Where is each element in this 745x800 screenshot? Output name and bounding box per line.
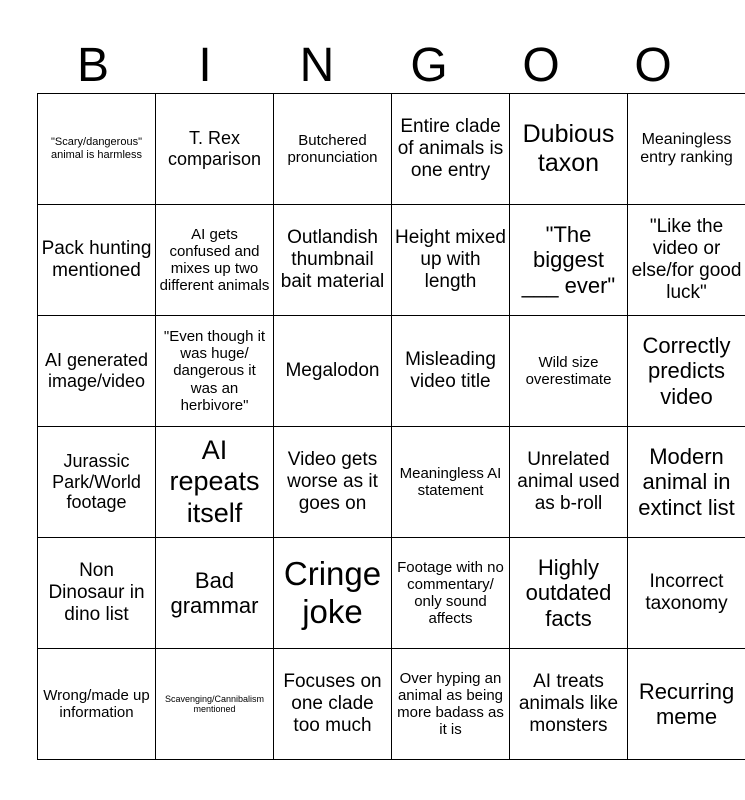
- bingo-cell[interactable]: Cringe joke: [274, 538, 392, 649]
- bingo-cell[interactable]: Scavenging/Cannibalism mentioned: [156, 649, 274, 760]
- bingo-board: [37, 93, 745, 760]
- bingo-cell[interactable]: Butchered pronunciation: [274, 94, 392, 205]
- header-letter-b: B: [76, 39, 109, 92]
- bingo-cell[interactable]: Video gets worse as it goes on: [274, 427, 392, 538]
- board-row: [38, 316, 745, 427]
- header-letter-n: N: [299, 39, 335, 92]
- bingo-cell[interactable]: Entire clade of animals is one entry: [392, 94, 510, 205]
- bingo-cell[interactable]: T. Rex comparison: [156, 94, 274, 205]
- bingo-cell[interactable]: Wild size overestimate: [510, 316, 628, 427]
- header-letter-g: G: [410, 39, 448, 92]
- bingo-cell[interactable]: Megalodon: [274, 316, 392, 427]
- bingo-cell[interactable]: AI generated image/video: [38, 316, 156, 427]
- board-row: [38, 205, 745, 316]
- bingo-cell[interactable]: Modern animal in extinct list: [628, 427, 745, 538]
- bingo-cell[interactable]: Highly outdated facts: [510, 538, 628, 649]
- bingo-cell[interactable]: Correctly predicts video: [628, 316, 745, 427]
- board-row: [38, 427, 745, 538]
- bingo-cell[interactable]: Footage with no commentary/ only sound affects: [392, 538, 510, 649]
- board-row: [38, 538, 745, 649]
- bingo-cell[interactable]: "The biggest ___ ever": [510, 205, 628, 316]
- bingo-cell[interactable]: Focuses on one clade too much: [274, 649, 392, 760]
- bingo-cell[interactable]: Meaningless AI statement: [392, 427, 510, 538]
- bingo-cell[interactable]: Meaningless entry ranking: [628, 94, 745, 205]
- header-letter-o: O: [522, 39, 560, 92]
- bingo-cell[interactable]: Pack hunting mentioned: [38, 205, 156, 316]
- board-row: [38, 94, 745, 205]
- bingo-cell[interactable]: "Even though it was huge/ dangerous it was an herbivore": [156, 316, 274, 427]
- bingo-cell[interactable]: Wrong/made up information: [38, 649, 156, 760]
- bingo-cell[interactable]: Dubious taxon: [510, 94, 628, 205]
- bingo-cell[interactable]: Incorrect taxonomy: [628, 538, 745, 649]
- bingo-cell[interactable]: Height mixed up with length: [392, 205, 510, 316]
- header-letter-i: I: [198, 39, 212, 92]
- bingo-cell[interactable]: Recurring meme: [628, 649, 745, 760]
- header-letter-o-2: O: [634, 39, 672, 92]
- board-row: [38, 649, 745, 760]
- bingo-cell[interactable]: AI repeats itself: [156, 427, 274, 538]
- bingo-cell[interactable]: Jurassic Park/World footage: [38, 427, 156, 538]
- bingo-cell[interactable]: AI treats animals like monsters: [510, 649, 628, 760]
- bingo-cell[interactable]: Outlandish thumbnail bait material: [274, 205, 392, 316]
- bingo-cell[interactable]: AI gets confused and mixes up two different animals: [156, 205, 274, 316]
- bingo-cell[interactable]: Unrelated animal used as b-roll: [510, 427, 628, 538]
- bingo-header: [37, 38, 709, 94]
- bingo-cell[interactable]: Misleading video title: [392, 316, 510, 427]
- bingo-cell[interactable]: Over hyping an animal as being more badass as it is: [392, 649, 510, 760]
- bingo-cell[interactable]: "Scary/dangerous" animal is harmless: [38, 94, 156, 205]
- bingo-cell[interactable]: Non Dinosaur in dino list: [38, 538, 156, 649]
- bingo-cell[interactable]: Bad grammar: [156, 538, 274, 649]
- bingo-cell[interactable]: "Like the video or else/for good luck": [628, 205, 745, 316]
